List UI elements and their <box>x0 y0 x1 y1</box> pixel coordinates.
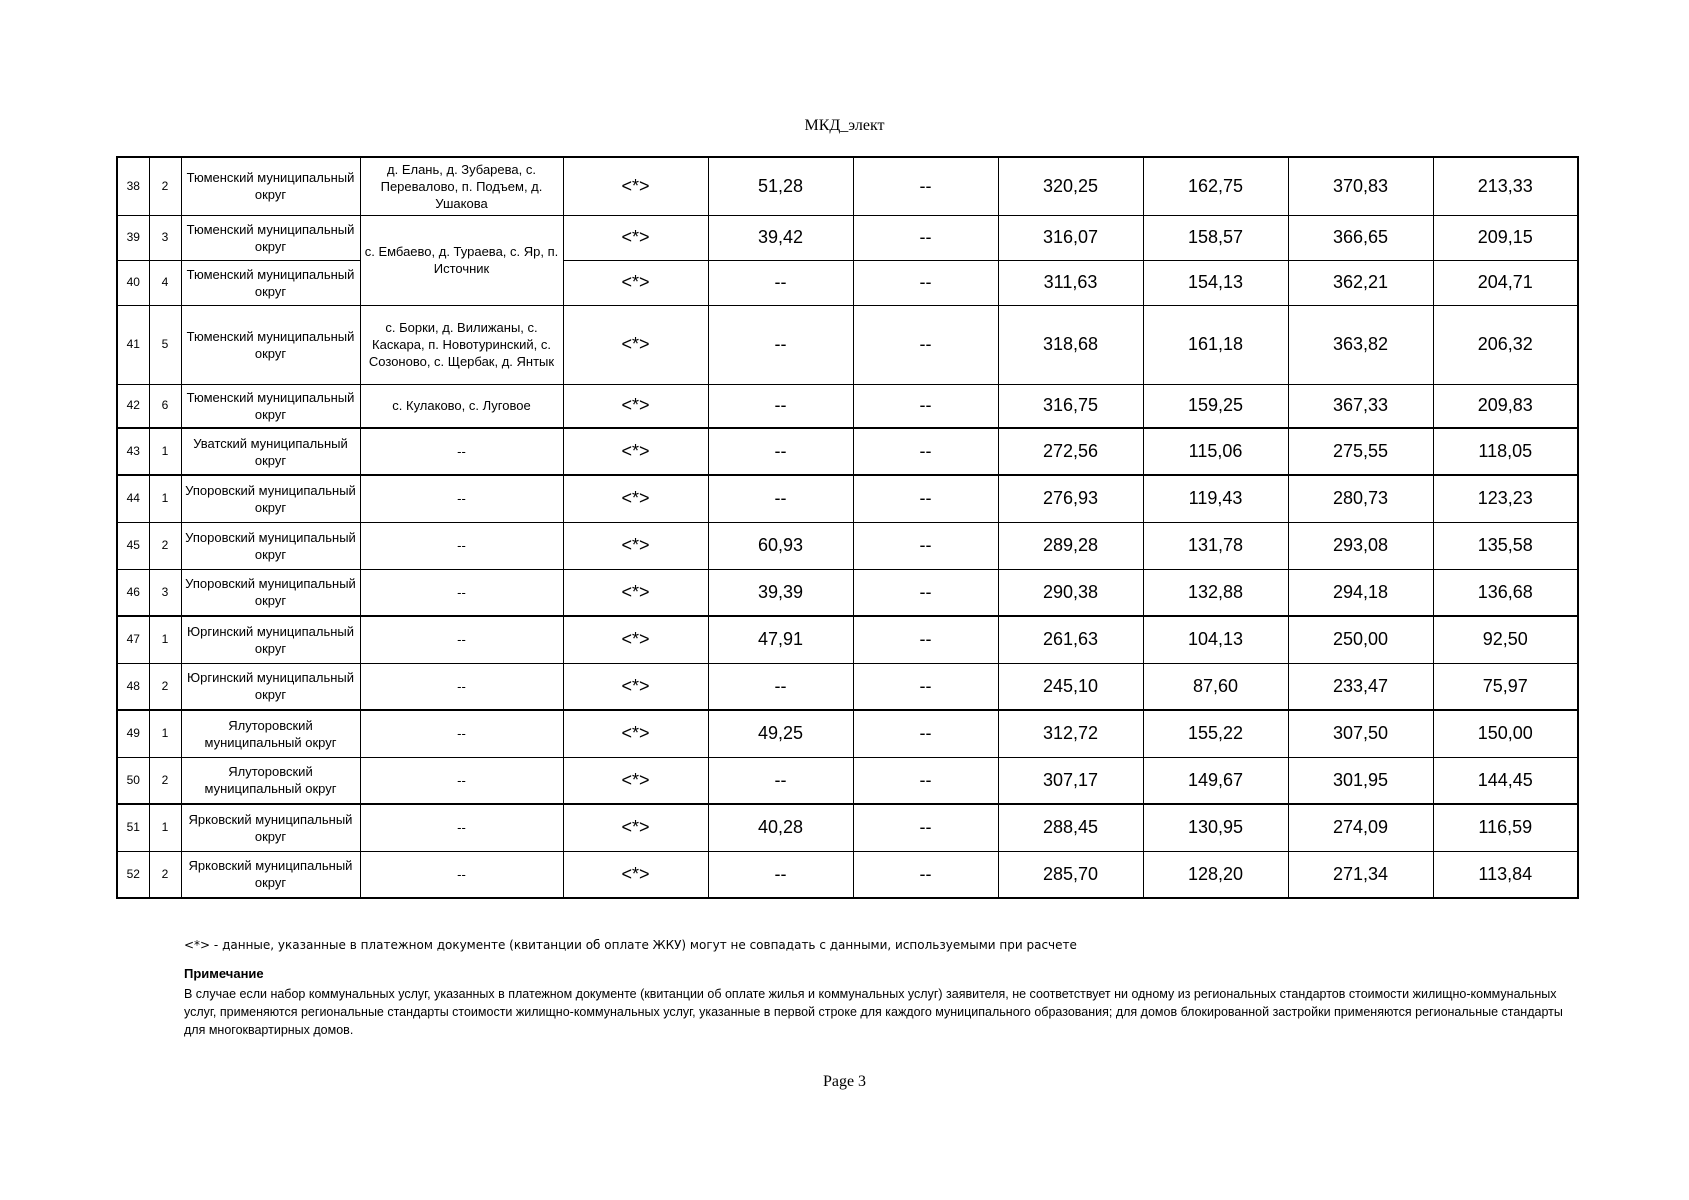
code-cell: <*> <box>563 305 708 384</box>
row-number: 51 <box>117 804 149 851</box>
sub-number: 3 <box>149 215 181 260</box>
sub-number: 6 <box>149 384 181 428</box>
value-cell-4: 130,95 <box>1143 804 1288 851</box>
table-row <box>117 569 1578 616</box>
value-cell-4: 132,88 <box>1143 569 1288 616</box>
value-cell-5: 250,00 <box>1288 616 1433 663</box>
value-cell-3: 312,72 <box>998 710 1143 757</box>
value-cell-3: 307,17 <box>998 757 1143 804</box>
value-cell-6: 116,59 <box>1433 804 1578 851</box>
value-cell-1: 39,42 <box>708 215 853 260</box>
locality-cell: с. Кулаково, с. Луговое <box>360 384 563 428</box>
value-cell-3: 316,07 <box>998 215 1143 260</box>
value-cell-5: 293,08 <box>1288 522 1433 569</box>
district-cell: Юргинский муниципальный округ <box>181 616 360 663</box>
value-cell-1: -- <box>708 384 853 428</box>
value-cell-5: 280,73 <box>1288 475 1433 522</box>
value-cell-4: 87,60 <box>1143 663 1288 710</box>
code-cell: <*> <box>563 804 708 851</box>
table-row <box>117 522 1578 569</box>
value-cell-1: -- <box>708 260 853 305</box>
value-cell-5: 271,34 <box>1288 851 1433 898</box>
district-cell: Упоровский муниципальный округ <box>181 475 360 522</box>
district-cell: Тюменский муниципальный округ <box>181 215 360 260</box>
row-number: 42 <box>117 384 149 428</box>
district-cell: Тюменский муниципальный округ <box>181 305 360 384</box>
value-cell-5: 363,82 <box>1288 305 1433 384</box>
value-cell-3: 311,63 <box>998 260 1143 305</box>
row-number: 45 <box>117 522 149 569</box>
value-cell-4: 115,06 <box>1143 428 1288 475</box>
row-number: 41 <box>117 305 149 384</box>
district-cell: Ялуторовский муниципальный округ <box>181 757 360 804</box>
value-cell-2: -- <box>853 851 998 898</box>
row-number: 48 <box>117 663 149 710</box>
table-row <box>117 260 1578 305</box>
value-cell-4: 119,43 <box>1143 475 1288 522</box>
table-row <box>117 804 1578 851</box>
locality-cell: с. Ембаево, д. Тураева, с. Яр, п. Источник <box>360 215 563 305</box>
page-number: Page 3 <box>822 1073 867 1090</box>
value-cell-5: 367,33 <box>1288 384 1433 428</box>
row-number: 52 <box>117 851 149 898</box>
value-cell-5: 301,95 <box>1288 757 1433 804</box>
value-cell-1: -- <box>708 663 853 710</box>
value-cell-6: 206,32 <box>1433 305 1578 384</box>
district-cell: Уватский муниципальный округ <box>181 428 360 475</box>
value-cell-1: 40,28 <box>708 804 853 851</box>
value-cell-3: 320,25 <box>998 157 1143 215</box>
code-cell: <*> <box>563 428 708 475</box>
value-cell-4: 128,20 <box>1143 851 1288 898</box>
note-title: Примечание <box>184 966 264 981</box>
row-number: 46 <box>117 569 149 616</box>
sub-number: 1 <box>149 616 181 663</box>
code-cell: <*> <box>563 522 708 569</box>
district-cell: Ялуторовский муниципальный округ <box>181 710 360 757</box>
page-header-title: МКД_элект <box>804 117 885 134</box>
row-number: 43 <box>117 428 149 475</box>
standards-table <box>116 156 1579 899</box>
code-cell: <*> <box>563 757 708 804</box>
row-number: 44 <box>117 475 149 522</box>
locality-cell: д. Елань, д. Зубарева, с. Перевалово, п. Подъем, д. Ушакова <box>360 157 563 215</box>
code-cell: <*> <box>563 475 708 522</box>
row-number: 50 <box>117 757 149 804</box>
sub-number: 1 <box>149 475 181 522</box>
value-cell-3: 316,75 <box>998 384 1143 428</box>
sub-number: 2 <box>149 157 181 215</box>
table-row <box>117 475 1578 522</box>
value-cell-1: -- <box>708 757 853 804</box>
code-cell: <*> <box>563 215 708 260</box>
locality-cell: с. Борки, д. Вилижаны, с. Каскара, п. Новотуринский, с. Созоново, с. Щербак, д. Янтык <box>360 305 563 384</box>
locality-cell: -- <box>360 804 563 851</box>
locality-cell: -- <box>360 522 563 569</box>
table-row <box>117 757 1578 804</box>
value-cell-6: 123,23 <box>1433 475 1578 522</box>
value-cell-1: -- <box>708 851 853 898</box>
value-cell-1: 39,39 <box>708 569 853 616</box>
locality-cell: -- <box>360 710 563 757</box>
district-cell: Юргинский муниципальный округ <box>181 663 360 710</box>
table-row <box>117 710 1578 757</box>
district-cell: Тюменский муниципальный округ <box>181 260 360 305</box>
table-row <box>117 616 1578 663</box>
value-cell-2: -- <box>853 260 998 305</box>
value-cell-4: 131,78 <box>1143 522 1288 569</box>
value-cell-2: -- <box>853 757 998 804</box>
code-cell: <*> <box>563 260 708 305</box>
row-number: 47 <box>117 616 149 663</box>
district-cell: Упоровский муниципальный округ <box>181 522 360 569</box>
code-cell: <*> <box>563 710 708 757</box>
district-cell: Упоровский муниципальный округ <box>181 569 360 616</box>
code-cell: <*> <box>563 157 708 215</box>
locality-cell: -- <box>360 757 563 804</box>
locality-cell: -- <box>360 663 563 710</box>
value-cell-4: 154,13 <box>1143 260 1288 305</box>
table-row <box>117 851 1578 898</box>
table-row <box>117 428 1578 475</box>
value-cell-5: 233,47 <box>1288 663 1433 710</box>
sub-number: 2 <box>149 851 181 898</box>
value-cell-6: 213,33 <box>1433 157 1578 215</box>
value-cell-3: 288,45 <box>998 804 1143 851</box>
value-cell-6: 136,68 <box>1433 569 1578 616</box>
value-cell-1: -- <box>708 305 853 384</box>
value-cell-2: -- <box>853 569 998 616</box>
sub-number: 1 <box>149 710 181 757</box>
row-number: 39 <box>117 215 149 260</box>
table-row <box>117 384 1578 428</box>
row-number: 40 <box>117 260 149 305</box>
code-cell: <*> <box>563 851 708 898</box>
value-cell-6: 209,15 <box>1433 215 1578 260</box>
value-cell-3: 276,93 <box>998 475 1143 522</box>
value-cell-5: 275,55 <box>1288 428 1433 475</box>
value-cell-4: 158,57 <box>1143 215 1288 260</box>
value-cell-2: -- <box>853 475 998 522</box>
value-cell-5: 307,50 <box>1288 710 1433 757</box>
value-cell-6: 92,50 <box>1433 616 1578 663</box>
sub-number: 2 <box>149 522 181 569</box>
row-number: 38 <box>117 157 149 215</box>
value-cell-5: 366,65 <box>1288 215 1433 260</box>
value-cell-4: 155,22 <box>1143 710 1288 757</box>
table-row <box>117 157 1578 215</box>
code-cell: <*> <box>563 384 708 428</box>
row-number: 49 <box>117 710 149 757</box>
sub-number: 2 <box>149 757 181 804</box>
value-cell-6: 150,00 <box>1433 710 1578 757</box>
sub-number: 4 <box>149 260 181 305</box>
value-cell-1: 49,25 <box>708 710 853 757</box>
locality-cell: -- <box>360 616 563 663</box>
value-cell-2: -- <box>853 384 998 428</box>
value-cell-2: -- <box>853 305 998 384</box>
value-cell-2: -- <box>853 710 998 757</box>
value-cell-1: 51,28 <box>708 157 853 215</box>
value-cell-4: 149,67 <box>1143 757 1288 804</box>
locality-cell: -- <box>360 475 563 522</box>
value-cell-2: -- <box>853 522 998 569</box>
value-cell-3: 245,10 <box>998 663 1143 710</box>
value-cell-2: -- <box>853 157 998 215</box>
value-cell-1: 60,93 <box>708 522 853 569</box>
district-cell: Ярковский муниципальный округ <box>181 804 360 851</box>
value-cell-6: 75,97 <box>1433 663 1578 710</box>
code-cell: <*> <box>563 663 708 710</box>
table-row <box>117 663 1578 710</box>
footnote: <*> - данные, указанные в платежном документе (квитанции об оплате ЖКУ) могут не совпадать с данными, используемыми при расчете <box>184 938 1077 952</box>
code-cell: <*> <box>563 616 708 663</box>
value-cell-2: -- <box>853 804 998 851</box>
value-cell-6: 144,45 <box>1433 757 1578 804</box>
locality-cell: -- <box>360 428 563 475</box>
value-cell-6: 135,58 <box>1433 522 1578 569</box>
value-cell-2: -- <box>853 215 998 260</box>
value-cell-3: 289,28 <box>998 522 1143 569</box>
value-cell-2: -- <box>853 616 998 663</box>
value-cell-5: 362,21 <box>1288 260 1433 305</box>
code-cell: <*> <box>563 569 708 616</box>
locality-cell: -- <box>360 569 563 616</box>
district-cell: Тюменский муниципальный округ <box>181 157 360 215</box>
value-cell-4: 161,18 <box>1143 305 1288 384</box>
table-row <box>117 305 1578 384</box>
sub-number: 2 <box>149 663 181 710</box>
note-text: В случае если набор коммунальных услуг, указанных в платежном документе (квитанции об оплате жилья и коммунальных услуг) заявителя, не соответствует ни одному из региональных стандартов стоимости жилищно-коммунальных услуг, применяются региональные стандарты стоимости жилищно-коммунальных услуг, указанные в первой строке для каждого муниципального образования; для домов блокированной застройки применяются региональные стандарты для многоквартирных домов. <box>184 987 1563 1037</box>
value-cell-6: 204,71 <box>1433 260 1578 305</box>
value-cell-4: 104,13 <box>1143 616 1288 663</box>
value-cell-2: -- <box>853 663 998 710</box>
locality-cell: -- <box>360 851 563 898</box>
value-cell-3: 272,56 <box>998 428 1143 475</box>
sub-number: 5 <box>149 305 181 384</box>
value-cell-6: 209,83 <box>1433 384 1578 428</box>
district-cell: Тюменский муниципальный округ <box>181 384 360 428</box>
value-cell-3: 318,68 <box>998 305 1143 384</box>
value-cell-2: -- <box>853 428 998 475</box>
value-cell-3: 261,63 <box>998 616 1143 663</box>
district-cell: Ярковский муниципальный округ <box>181 851 360 898</box>
value-cell-1: -- <box>708 475 853 522</box>
sub-number: 1 <box>149 428 181 475</box>
sub-number: 3 <box>149 569 181 616</box>
value-cell-4: 159,25 <box>1143 384 1288 428</box>
value-cell-4: 162,75 <box>1143 157 1288 215</box>
value-cell-5: 274,09 <box>1288 804 1433 851</box>
value-cell-5: 294,18 <box>1288 569 1433 616</box>
table-row <box>117 215 1578 260</box>
sub-number: 1 <box>149 804 181 851</box>
value-cell-6: 118,05 <box>1433 428 1578 475</box>
value-cell-3: 285,70 <box>998 851 1143 898</box>
value-cell-5: 370,83 <box>1288 157 1433 215</box>
value-cell-1: 47,91 <box>708 616 853 663</box>
value-cell-3: 290,38 <box>998 569 1143 616</box>
value-cell-6: 113,84 <box>1433 851 1578 898</box>
value-cell-1: -- <box>708 428 853 475</box>
